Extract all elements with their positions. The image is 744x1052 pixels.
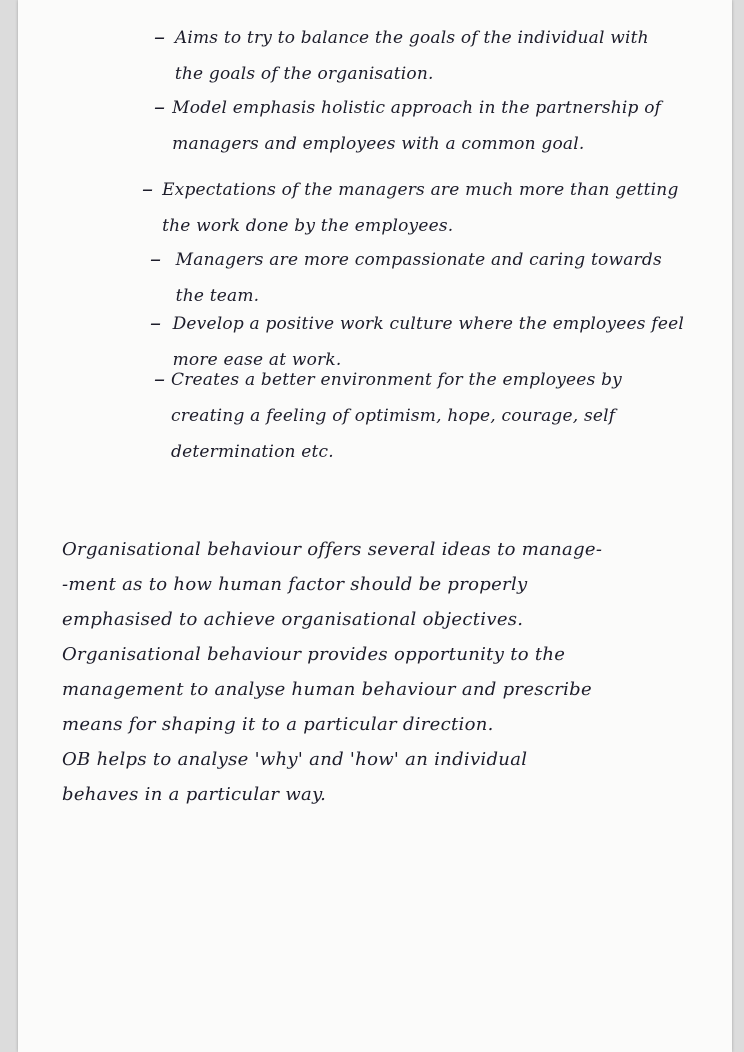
paragraph-line: means for shaping it to a particular direction. <box>62 714 494 735</box>
bullet-item-4 <box>150 242 690 314</box>
bullet-dash: – <box>154 25 165 50</box>
paragraph-line: behaves in a particular way. <box>62 784 327 805</box>
bullet-text: Managers are more compassionate and caring towards the team. <box>175 250 662 306</box>
paragraph-line: emphasised to achieve organisational objectives. <box>62 609 524 630</box>
bullet-item-3 <box>142 172 682 244</box>
paragraph-line: management to analyse human behaviour and prescribe <box>62 679 592 700</box>
paragraph-line: OB helps to analyse 'why' and 'how' an individual <box>62 749 528 770</box>
bullet-item-1 <box>154 20 674 92</box>
bullet-dash: – <box>154 367 165 392</box>
bullet-text: Creates a better environment for the employees by creating a feeling of optimism, hope, courage, self determination etc. <box>171 370 622 462</box>
ob-paragraph <box>62 532 702 812</box>
bullet-text: Aims to try to balance the goals of the individual with the goals of the organisation. <box>174 28 649 84</box>
bullet-dash: – <box>154 95 165 120</box>
notebook-page <box>18 0 732 1052</box>
bullet-text: Expectations of the managers are much more than getting the work done by the employees. <box>162 180 679 236</box>
paragraph-line: Organisational behaviour provides opportunity to the <box>62 644 566 665</box>
bullet-item-6 <box>154 362 694 470</box>
bullet-item-2 <box>154 90 674 162</box>
bullet-dash: – <box>150 247 161 272</box>
bullet-dash: – <box>142 177 153 202</box>
paragraph-line: -ment as to how human factor should be properly <box>62 574 528 595</box>
bullet-dash: – <box>150 311 161 336</box>
bullet-text: Develop a positive work culture where the employees feel more ease at work. <box>172 314 684 370</box>
paragraph-line: Organisational behaviour offers several ideas to manage- <box>62 539 603 560</box>
bullet-text: Model emphasis holistic approach in the partnership of managers and employees with a common goal. <box>172 98 662 154</box>
